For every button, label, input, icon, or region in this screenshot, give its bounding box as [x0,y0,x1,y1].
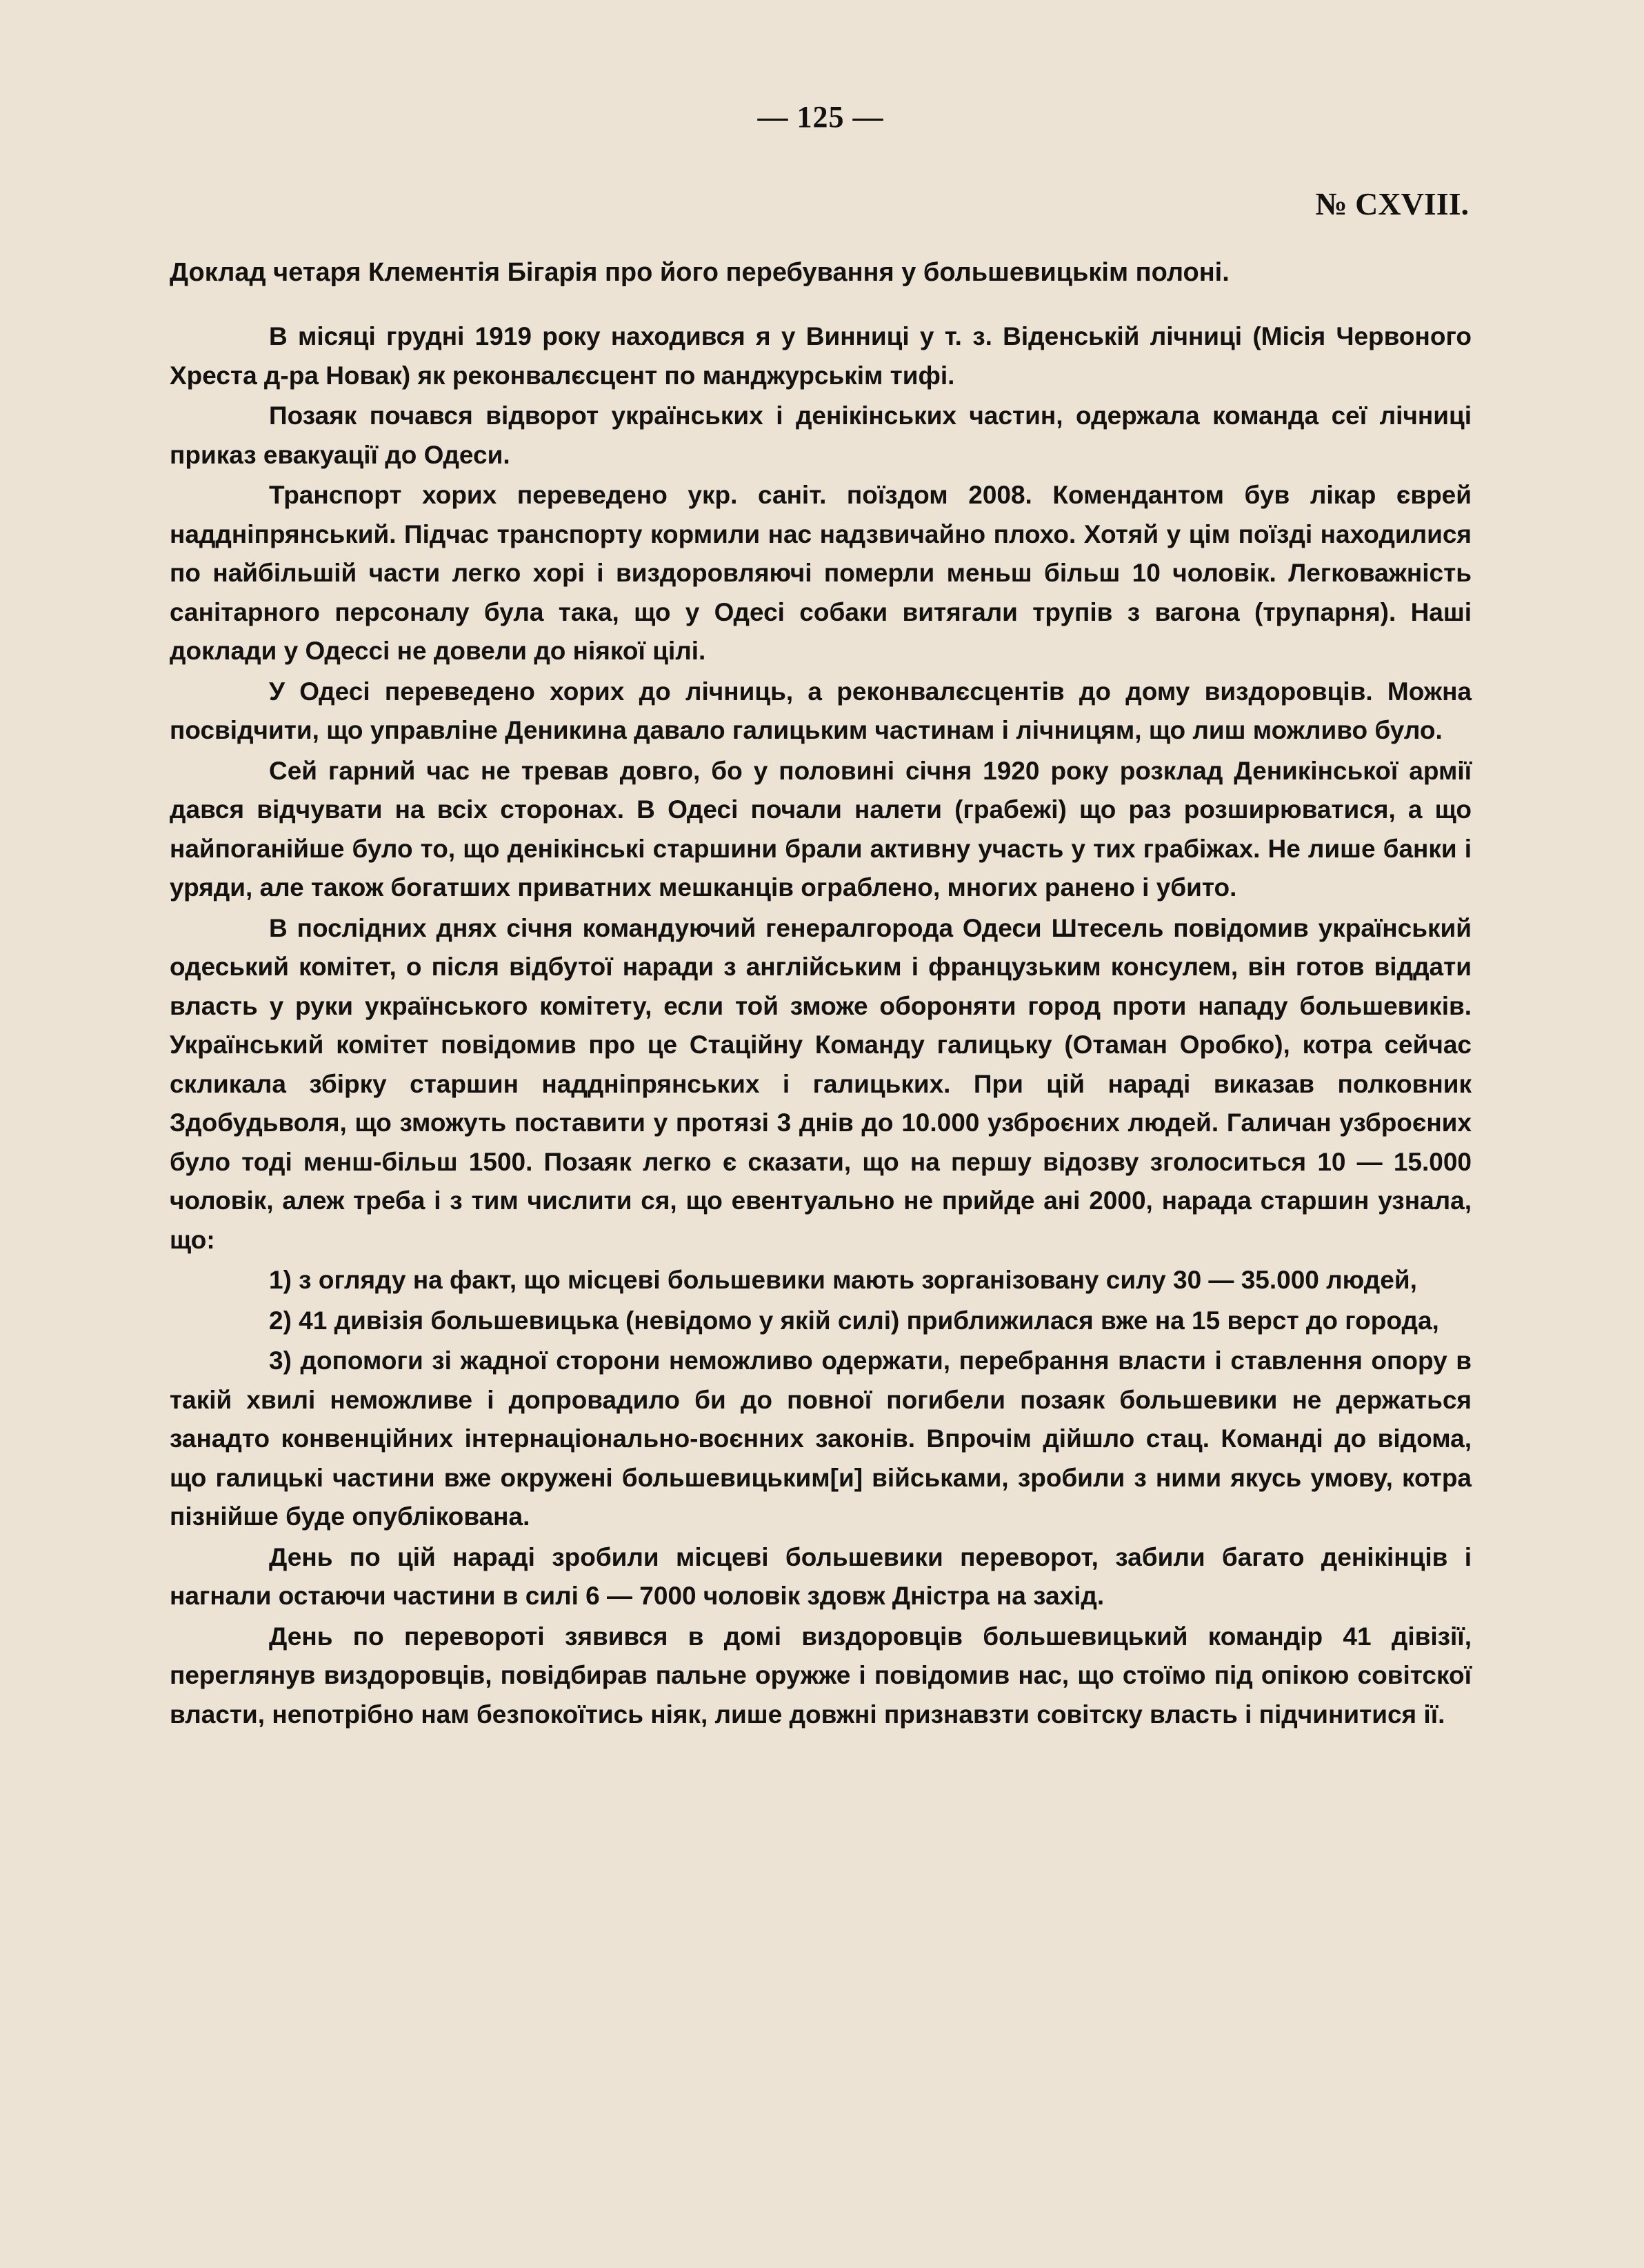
paragraph: Позаяк почався відворот українських і денікінських частин, одержала команда сеї лічниці приказ евакуації до Одеси. [170,401,1472,469]
document-title: Доклад четаря Клементія Бігарія про його перебування у большевицькім полоні. [170,258,1230,287]
page-number: — 125 — [757,100,884,134]
list-item: 2) 41 дивізія большевицька (невідомо у якій силі) приближилася вже на 15 верст до города, [269,1306,1439,1335]
paragraph: У Одесі переведено хорих до лічниць, а реконвалєсцентів до дому виздоровців. Можна посвідчити, що управліне Деникина давало галицьким частинам і лічницям, що лиш можливо було. [170,677,1472,744]
paragraph: День по цій нараді зробили місцеві большевики переворот, забили багато денікінців і нагнали остаючи частини в силі 6 — 7000 чоловік здовж Дністра на захід. [170,1542,1472,1610]
paragraph: Транспорт хорих переведено укр. саніт. поїздом 2008. Комендантом був лікар єврей наддніпрянський. Підчас транспорту кормили нас надзвичайно плохо. Хотяй у цім поїзді находилися по найбільшій части легко хорі і виздоровляючі померли меньш більш 10 чоловік. Легковажність санітарного персоналу була така, що у Одесі собаки витягали трупів з вагона (трупарня). Наші доклади у Одессі не довели до ніякої цілі. [170,481,1472,665]
document-number: № CXVIII. [1315,186,1469,221]
list-item: 1) з огляду на факт, що місцеві большевики мають зорганізовану силу 30 — 35.000 людей, [269,1266,1417,1294]
list-item: 3) допомоги зі жадної сторони неможливо одержати, перебрання власти і ставлення опору в такій хвилі неможливе і допровадило би до повної погибели позаяк большевики не держаться занадто конвенційних інтернаціонально-воєнних законів. Впрочім дійшло стац. Команді до відома, що галицькі частини вже окружені большевицьким[и] військами, зробили з ними якусь умову, котра пізнійше буде опублікована. [170,1346,1472,1531]
paragraph: Сей гарний час не тревав довго, бо у половині січня 1920 року розклад Деникінської армії дався відчувати на всіх сторонах. В Одесі почали налети (грабежі) що раз розширюватися, а що найпоганійше було то, що денікінські старшини брали активну участь у тих грабіжах. Не лише банки і уряди, але також богатших приватних мешканців ограблено, многих ранено і убито. [170,756,1472,902]
paragraph: В місяці грудні 1919 року находився я у Винниці у т. з. Віденській лічниці (Місія Червоного Хреста д-ра Новак) як реконвалєсцент по манджурськім тифі. [170,322,1472,390]
document-page [170,97,1472,1735]
paragraph: В послідних днях січня командуючий генералгорода Одеси Штесель повідомив український одеський комітет, о після відбутої наради з англійським і французьким консулем, він готов віддати власть у руки українського комітету, если той зможе обороняти город проти нападу большевиків. Український комітет повідомив про це Стаційну Команду галицьку (Отаман Оробко), котра сейчас скликала збірку старшин наддніпрянських і галицьких. При цій нараді виказав полковник Здобудьволя, що зможуть поставити у протязі 3 днів до 10.000 узброєних людей. Галичан узброєних було тоді менш-більш 1500. Позаяк легко є сказати, що на першу відозву зголоситься 10 — 15.000 чоловік, алеж треба і з тим числити ся, що евентуально не прийде ані 2000, нарада старшин узнала, що: [170,913,1472,1254]
document-body [170,317,1472,1734]
paragraph: День по перевороті зявився в домі виздоровців большевицький командір 41 дівізії, переглянув виздоровців, повідбирав пальне оружже і повідомив нас, що стоїмо під опікою совітскої власти, непотрібно нам безпокоїтись ніяк, лише довжні признавзти совітску власть і підчинитися ії. [170,1622,1472,1729]
